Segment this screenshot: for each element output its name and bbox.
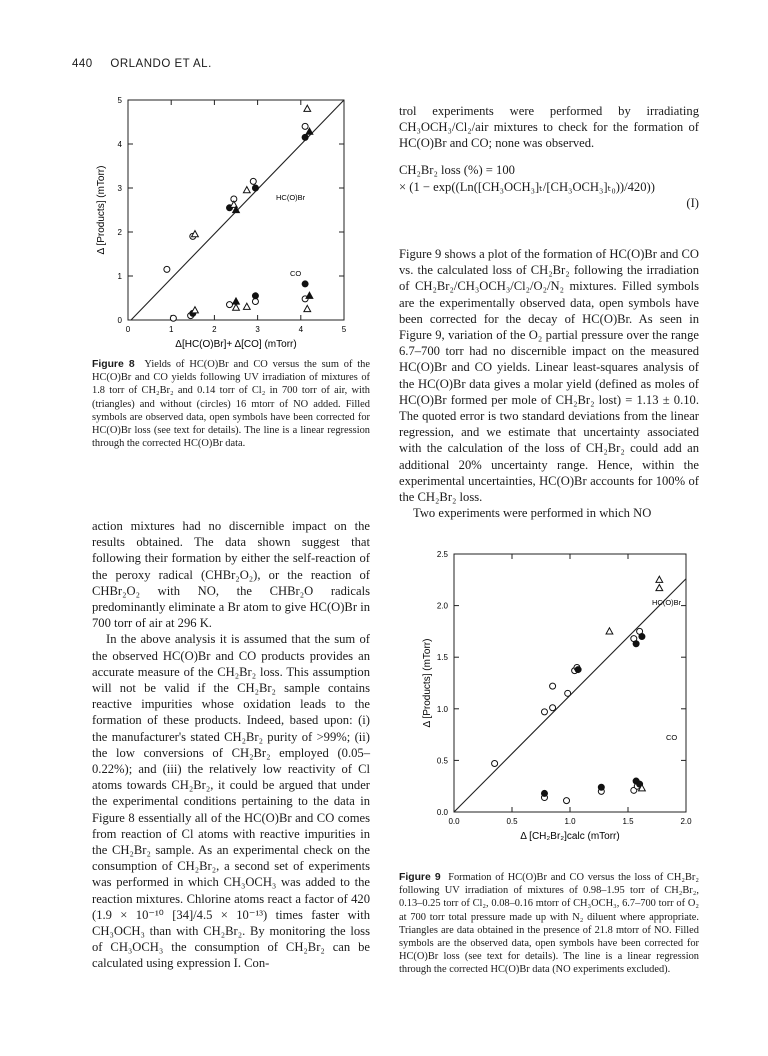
data-point-circle bbox=[250, 178, 256, 184]
data-point-circle bbox=[252, 293, 258, 299]
x-tick-label: 0.5 bbox=[506, 817, 518, 826]
data-point-circle bbox=[302, 134, 308, 140]
data-point-triangle bbox=[243, 187, 250, 193]
data-point-circle bbox=[550, 683, 556, 689]
data-point-triangle bbox=[306, 292, 313, 298]
data-point-circle bbox=[564, 798, 570, 804]
data-point-circle bbox=[227, 302, 233, 308]
right-paragraph-2: Figure 9 shows a plot of the formation of HC(O)Br and CO vs. the calculated loss of CH₂Br₂ following the irradiation of CH₂Br₂/CH₃OCH₃/Cl₂/O₂/N₂ mixtures. Filled symbols are the experimentally observed data, open symbols have been corrected for the decay of HC(O)Br. As seen in Figure 9, variation of the O₂ partial pressure over the range 6.7–700 torr had no discernible impact on the measured HC(O)Br and CO yields. Linear least-squares analysis of the HC(O)Br data gives a molar yield (defined as moles of HC(O)Br formed per mole of CH₂Br₂ lost) = 1.13 ± 0.10. The quoted error is two standard deviations from the linear regression, and we estimate that uncertainty associated with the calculation of the loss of CH₂Br₂ could add an additional 20% uncertainty range. Hence, within the experimental uncertainties, HC(O)Br accounts for 100% of the CH₂Br₂ loss. bbox=[399, 247, 699, 505]
data-point-triangle bbox=[233, 298, 240, 304]
equation-I bbox=[399, 162, 699, 212]
data-point-circle bbox=[302, 123, 308, 129]
x-tick-label: 5 bbox=[341, 325, 347, 334]
figure-9-chart bbox=[410, 540, 700, 860]
series-annotation: HC(O)Br bbox=[652, 598, 682, 607]
left-paragraph-2: In the above analysis it is assumed that the sum of the observed HC(O)Br and CO products provides an accurate measure of the CH₂Br₂ loss. This assumption will not be valid if the CH₂Br₂ sample contains reactive impurities whose oxidation leads to the formation of these products. Indeed, based upon: (i) the manufacturer's stated CH₂Br₂ purity of >99%; (ii) the low conversions of CH₂Br₂ employed (0.05–0.22%); and (iii) the relatively low reactivity of Cl atoms towards CH₂Br₂, it could be argued that under the experimental conditions pertaining to the data in Figure 8 essentially all of the HC(O)Br and CO comes from reaction of Cl atoms with reactive impurities in the CH₂Br₂ sample. As an experimental check on the consumption of CH₂Br₂, a second set of experiments was performed in which CH₃OCH₃ was added to the reaction mixtures. Chlorine atoms react a factor of 420 (1.9 × 10⁻¹⁰ [34]/4.5 × 10⁻¹³) times faster with CH₃OCH₃ than with CH₂Br₂. By monitoring the loss of CH₃OCH₃ the consumption of CH₂Br₂ can be calculated using expression I. Con- bbox=[92, 632, 370, 971]
figure-8-caption bbox=[92, 358, 370, 450]
equation-line-2: × (1 − exp((Ln([CH₃OCH₃]ₜ/[CH₃OCH₃]ₜ₀))/420)) bbox=[399, 179, 655, 194]
data-point-circle bbox=[633, 641, 639, 647]
right-column-text bbox=[399, 246, 699, 521]
figure-9-caption-text: Formation of HC(O)Br and CO versus the loss of CH₂Br₂ following UV irradiation of mixtures of 0.98–1.95 torr of CH₂Br₂, 0.13–0.25 torr of Cl₂, 0.08–0.16 mtorr of CH₃OCH₃, 6.7–700 torr of O₂ at 700 torr total pressure made up with N₂ diluent where appropriate. Triangles are data obtained in the presence of 21.8 mtorr of NO. Filled symbols are the observed data, open symbols have been corrected for HC(O)Br loss (see text for details). The line is a linear regression through the corrected HC(O)Br data (NO experiments excluded). bbox=[399, 872, 700, 976]
y-axis-label: Δ [Products] (mTorr) bbox=[422, 638, 433, 728]
data-point-triangle bbox=[233, 304, 240, 310]
x-tick-label: 3 bbox=[255, 325, 260, 334]
data-point-triangle bbox=[656, 576, 663, 582]
data-point-circle bbox=[541, 709, 547, 715]
left-column-text bbox=[92, 518, 370, 972]
y-axis-label: Δ [Products] (mTorr) bbox=[96, 165, 107, 255]
figure-9-caption-label: Figure 9 bbox=[399, 872, 441, 883]
right-paragraph-1: trol experiments were performed by irradiating CH₃OCH₃/Cl₂/air mixtures to check for the formation of HC(O)Br and CO; none was observed. bbox=[399, 104, 699, 151]
running-header bbox=[72, 58, 212, 70]
right-column-intro bbox=[399, 103, 699, 152]
data-point-triangle bbox=[243, 303, 250, 309]
x-tick-label: 1 bbox=[168, 325, 174, 334]
y-tick-label: 1.5 bbox=[436, 653, 448, 663]
series-annotation: HC(O)Br bbox=[276, 193, 306, 202]
data-point-circle bbox=[164, 266, 170, 272]
x-tick-label: 1.5 bbox=[622, 817, 634, 826]
x-tick-label: 2.0 bbox=[680, 817, 692, 826]
x-tick-label: 0.0 bbox=[448, 817, 460, 826]
data-point-triangle bbox=[304, 305, 311, 311]
data-point-circle bbox=[550, 705, 556, 711]
y-tick-label: 0 bbox=[117, 316, 122, 325]
y-tick-label: 4 bbox=[117, 140, 122, 149]
y-tick-label: 2.5 bbox=[436, 550, 448, 559]
figure-9-caption bbox=[399, 871, 699, 977]
figure-8-caption-text: Yields of HC(O)Br and CO versus the sum of the HC(O)Br and CO yields following UV irradiation of mixtures of 1.8 torr of CH₂Br₂ and 0.14 torr of Cl₂ in 700 torr of air, with (triangles) and without (circles) 16 mtorr of NO added. Filled symbols are observed data, open symbols have been corrected for HC(O)Br loss (see text for details). The line is a linear regression through the corrected HC(O)Br data. bbox=[92, 359, 370, 450]
data-point-circle bbox=[575, 667, 581, 673]
data-point-circle bbox=[598, 784, 604, 790]
figure-8-caption-label: Figure 8 bbox=[92, 359, 135, 370]
y-tick-label: 0.5 bbox=[436, 756, 448, 766]
right-paragraph-3: Two experiments were performed in which NO bbox=[413, 506, 652, 521]
page-number: 440 bbox=[72, 58, 93, 70]
y-tick-label: 2 bbox=[117, 228, 122, 237]
y-tick-label: 5 bbox=[117, 96, 122, 105]
y-tick-label: 1.0 bbox=[436, 704, 448, 714]
y-tick-label: 2.0 bbox=[436, 601, 448, 611]
y-tick-label: 0.0 bbox=[436, 808, 448, 817]
x-tick-label: 2 bbox=[212, 325, 217, 334]
running-title: ORLANDO ET AL. bbox=[110, 58, 212, 70]
equation-number: (I) bbox=[686, 196, 699, 210]
series-annotation: CO bbox=[666, 733, 678, 742]
data-point-circle bbox=[492, 760, 498, 766]
data-point-triangle bbox=[656, 584, 663, 590]
data-point-circle bbox=[170, 315, 176, 321]
data-point-circle bbox=[565, 690, 571, 696]
y-tick-label: 1 bbox=[117, 272, 122, 281]
plot-frame bbox=[454, 554, 686, 812]
data-point-triangle bbox=[192, 307, 199, 313]
data-point-circle bbox=[252, 185, 258, 191]
equation-line-1: CH₂Br₂ loss (%) = 100 bbox=[399, 163, 515, 177]
x-axis-label: Δ [CH₂Br₂]calc (mTorr) bbox=[520, 831, 620, 842]
figure-8-chart bbox=[84, 88, 374, 350]
data-point-circle bbox=[252, 299, 258, 305]
data-point-triangle bbox=[606, 628, 613, 634]
data-point-circle bbox=[302, 281, 308, 287]
left-paragraph-1: action mixtures had no discernible impact on the results obtained. The data shown suggest that following their formation by either the self-reaction of the peroxy radical (CHBr₂O₂), or the reaction of CHBr₂O₂ with NO, the CHBr₂O radicals predominantly eliminate a Br atom to give HC(O)Br in 700 torr of air at 296 K. bbox=[92, 519, 370, 631]
data-point-triangle bbox=[304, 105, 311, 111]
data-point-circle bbox=[639, 634, 645, 640]
x-tick-label: 4 bbox=[298, 325, 304, 334]
data-point-circle bbox=[541, 790, 547, 796]
series-annotation: CO bbox=[290, 269, 302, 278]
y-tick-label: 3 bbox=[117, 184, 122, 193]
x-tick-label: 1.0 bbox=[564, 817, 576, 826]
x-tick-label: 0 bbox=[125, 325, 131, 334]
x-axis-label: Δ[HC(O)Br]+ Δ[CO] (mTorr) bbox=[175, 339, 297, 350]
